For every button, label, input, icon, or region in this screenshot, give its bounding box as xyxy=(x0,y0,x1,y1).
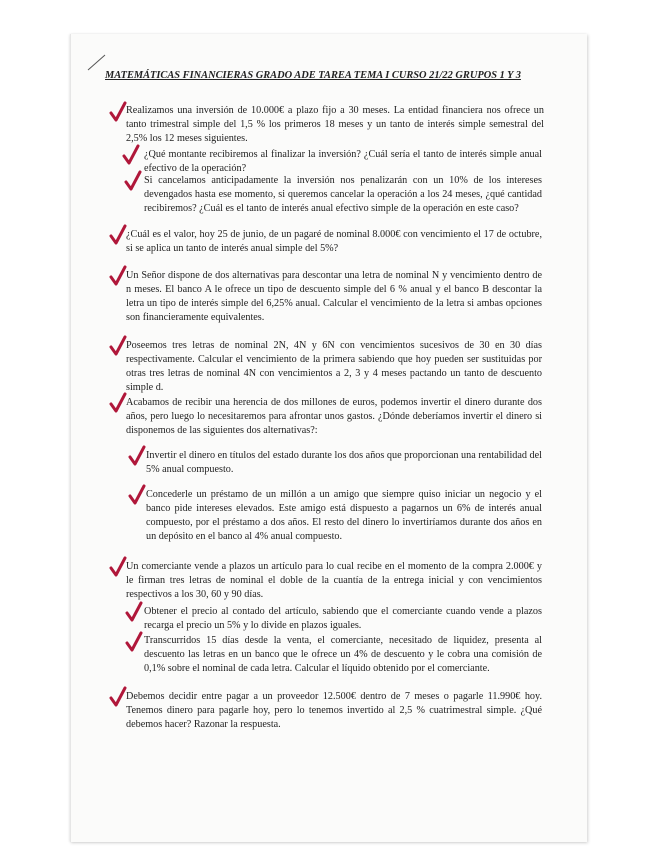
check-mark-icon xyxy=(108,101,128,125)
problem-1-sub-b: Si cancelamos anticipadamente la inversión nos penalizarán con un 10% de los intereses devengados hasta ese momento, si queremos cancelar la operación a los 24 meses, ¿qué cantidad recibiremos? ¿Cuál es el tanto de interés anual efectivo simple de la operación en este caso? xyxy=(144,175,542,214)
check-mark-icon xyxy=(127,484,147,508)
problem-5-sub-a: Invertir el dinero en títulos del estado durante los dos años que proporcionan una rentabilidad del 5% anual compuesto. xyxy=(146,450,542,475)
check-mark-icon xyxy=(124,601,144,625)
problem-4-text: Poseemos tres letras de nominal 2N, 4N y 6N con vencimientos sucesivos de 30 en 30 días respectivamente. Calcular el vencimiento de la primera sabiendo que hoy pueden ser sustituidas por otras tres letras de nominal 4N con vencimientos a 2, 3 y 4 meses pactando un tanto de descuento simple d. xyxy=(126,340,542,393)
problem-6-text: Un comerciante vende a plazos un artículo para lo cual recibe en el momento de la compra 2.000€ y le firman tres letras de nominal el doble de la cuantía de la entrega inicial y con vencimientos respectivos a los 30, 60 y 90 días. xyxy=(126,561,542,600)
check-mark-icon xyxy=(127,445,147,469)
problem-7-text: Debemos decidir entre pagar a un proveedor 12.500€ dentro de 7 meses o pagarle 11.990€ hoy. Tenemos dinero para pagarle hoy, pero lo tenemos invertido al 2,5 % cuatrimestral simple. ¿Qué debemos hacer? Razonar la respuesta. xyxy=(126,691,542,730)
problem-6-sub-a: Obtener el precio al contado del artículo, sabiendo que el comerciante cuando vende a plazos recarga el precio un 5% y lo divide en plazos iguales. xyxy=(144,606,542,631)
check-mark-icon xyxy=(123,170,143,194)
problem-5-text: Acabamos de recibir una herencia de dos millones de euros, podemos invertir el dinero durante dos años, pero luego lo necesitaremos para afrontar unos gastos. ¿Dónde deberíamos invertir el dinero si disponemos de las siguientes dos alternativas?: xyxy=(126,397,542,436)
check-mark-icon xyxy=(108,265,128,289)
problem-2-text: ¿Cuál es el valor, hoy 25 de junio, de un pagaré de nominal 8.000€ con vencimiento el 17 de octubre, si se aplica un tanto de interés anual simple del 5%? xyxy=(126,229,542,254)
check-mark-icon xyxy=(108,686,128,710)
check-mark-icon xyxy=(121,144,141,168)
problem-5-sub-b: Concederle un préstamo de un millón a un amigo que siempre quiso iniciar un negocio y el banco pide intereses elevados. Este amigo está dispuesto a pagarnos un 6% de interés anual compuesto, por el préstamo a dos años. El resto del dinero lo invertiríamos durante dos años en un depósito en el banco al 4% anual compuesto. xyxy=(146,489,542,542)
problem-6-sub-b: Transcurridos 15 días desde la venta, el comerciante, necesitado de liquidez, presenta al descuento las letras en un banco que le ofrece un 4% de descuento y le cobra una comisión de 0,1% sobre el nominal de cada letra. Calcular el líquido obtenido por el comerciante. xyxy=(144,635,542,674)
pencil-stroke-icon xyxy=(86,52,108,72)
check-mark-icon xyxy=(124,631,144,655)
problem-1-sub-a: ¿Qué montante recibiremos al finalizar la inversión? ¿Cuál sería el tanto de interés simple anual efectivo de la operación? xyxy=(144,149,542,174)
check-mark-icon xyxy=(108,335,128,359)
check-mark-icon xyxy=(108,556,128,580)
problem-1-text: Realizamos una inversión de 10.000€ a plazo fijo a 30 meses. La entidad financiera nos ofrece un tanto trimestral simple del 1,5 % los primeros 18 meses y un tanto de interés simple semestral del 2,5% los 12 meses siguientes. xyxy=(126,105,544,144)
check-mark-icon xyxy=(108,224,128,248)
check-mark-icon xyxy=(108,392,128,416)
document-heading: MATEMÁTICAS FINANCIERAS GRADO ADE TAREA TEMA I CURSO 21/22 GRUPOS 1 Y 3 xyxy=(105,70,521,81)
problem-3-text: Un Señor dispone de dos alternativas para descontar una letra de nominal N y vencimiento dentro de n meses. El banco A le ofrece un tipo de descuento simple del 6 % anual y el banco B descontar la letra un tipo de interés simple del 6,25% anual. Calcular el vencimiento de la letra si ambas opciones son financieramente equivalentes. xyxy=(126,270,542,323)
